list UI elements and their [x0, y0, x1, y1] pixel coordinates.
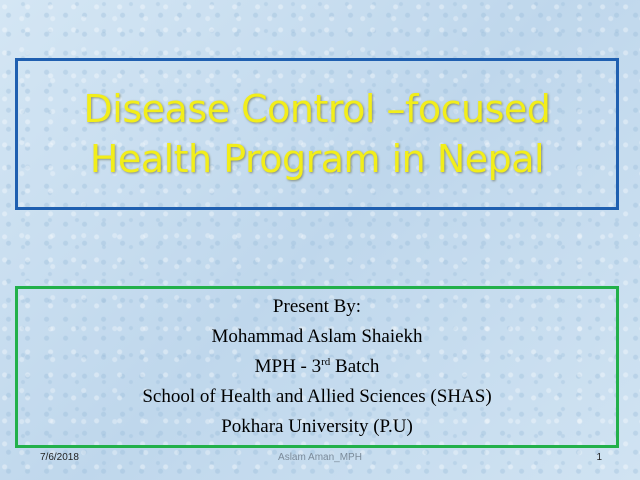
title-box	[15, 58, 619, 210]
title-line-1: Disease Control –focused	[83, 87, 551, 131]
presenter-box	[15, 286, 619, 448]
batch-ordinal: rd	[321, 356, 331, 368]
footer-page-number: 1	[596, 452, 602, 463]
university-name: Pokhara University (P.U)	[221, 416, 413, 437]
presenter-name: Mohammad Aslam Shaiekh	[211, 326, 423, 347]
batch-prefix: MPH - 3	[254, 356, 322, 377]
batch-suffix: Batch	[330, 356, 380, 377]
title-line-2: Health Program in Nepal	[89, 137, 545, 181]
batch-line	[255, 352, 380, 382]
footer-author: Aslam Aman_MPH	[278, 452, 362, 463]
presented-by-label: Present By:	[272, 296, 362, 317]
footer-date: 7/6/2018	[40, 452, 79, 463]
school-name: School of Health and Allied Sciences (SHAS)	[142, 386, 492, 407]
